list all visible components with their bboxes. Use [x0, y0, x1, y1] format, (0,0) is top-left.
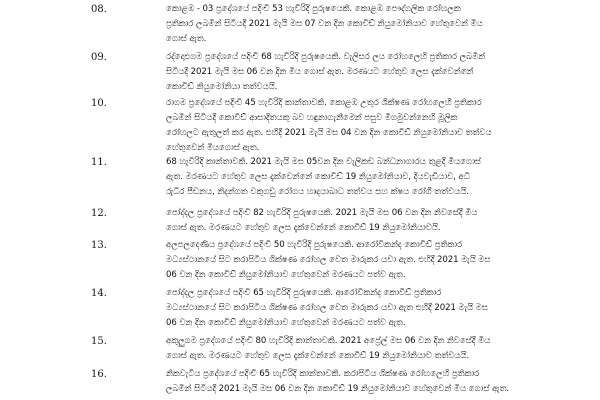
item-text	[166, 155, 568, 200]
text-line: ලබමින් සිටියදී 2021 මැයි මස 06 වන දින කොවිඩ් 19 නියුමෝනියාව හේතුවෙන් මිය ගොස් ඇත.	[166, 384, 509, 394]
item-number: 16.	[91, 369, 107, 380]
text-line: රාගම ප්‍රදේශයේ පදිංචි 45 හැවිරිදි කාන්තාවකි. කොළඹ උතුර ශික්ෂණ රෝහලෙහි ප්‍රතිකාර	[166, 98, 482, 108]
text-line: සිටියදී 2021 මැයි මස 06 වන දින මිය ගොස් ඇත. මරණයට හේතුව ලෙස දැක්වෙන්නේ	[166, 67, 474, 77]
item-text	[166, 2, 568, 47]
text-line: ප්‍රතිකාර ලබමින් සිටියදී 2021 මැයි මස 07 වන දින කොවිඩ් නියුමෝනියාව හේතුවෙන් මිය	[166, 19, 483, 29]
text-line: පෝද්දල ප්‍රදේශයේ පදිංචි 65 හැවිරිදි පුරුෂයෙකි. ආරෝවිකන්ද කොවිඩ් ප්‍රතිකාර	[166, 288, 442, 298]
item-number: 09.	[91, 52, 107, 63]
text-line: ගොස් ඇත.	[166, 34, 207, 44]
text-line: හේතුවෙන් මියගොස් ඇත.	[166, 143, 260, 153]
text-line: මධ්‍යස්ථානයේ සිට කරාපිටිය ශික්ෂණ රෝහල වෙත මාරුකර යවා ඇත. එහිදී 2021 මැයි මස	[166, 255, 491, 265]
item-number: 14.	[91, 288, 107, 299]
text-line: ලබමින් සිටියදී කොවිඩ් ආසාදිතයකු බව හඳුනාගැනීමෙන් පසුව මීගමුවන්නෙහි මූලික	[166, 113, 458, 123]
text-line: අකුලුගම ප්‍රදේශයේ පදිංචි 80 හැවිරිදි කාන්තාවකි. 2021 අප්‍රේල් මස 06 වන දින නිවසේදී මිය	[166, 336, 491, 346]
item-number: 11.	[91, 157, 107, 168]
text-line: කොළඹ - 03 ප්‍රදේශයේ පදිංචි 53 හැවිරිදි පුරුෂයෙකි. කොළඹ පෞද්ගලික රෝහලක	[166, 4, 461, 14]
text-line: ගොස් ඇත. මරණයට හේතුව ලෙස දැක්වෙන්නේ කොවිඩ් 19 නියුමෝනියාවයි.	[166, 223, 441, 233]
text-line: 06 වන දින කොවිඩ් නියුමෝනියාව හේතුවෙන් මරණයට පත්ව ඇත.	[166, 318, 406, 328]
text-line: ඇත. මරණයට හේතුව ලෙස දැක්වෙන්නේ කොවිඩ් 19 නියුමෝනියාව, දියවැඩියාව, අධි	[166, 172, 470, 182]
text-line: අලපලදෙණිය ප්‍රදේශයේ පදිංචි 50 හැවිරිදි පුරුෂයෙකි. ආරෝවිකන්ද කොවිඩ් ප්‍රතිකාර	[166, 240, 463, 250]
text-line: ගොස් ඇත. මරණයට හේතුව ලෙස දැක්වෙන්නේ කොවිඩ් 19 නියුමෝනියාව තත්වයයි.	[166, 351, 470, 361]
item-number: 15.	[91, 336, 107, 347]
item-text	[166, 334, 568, 364]
item-text	[166, 96, 568, 156]
text-line: රද්දොළුගම ප්‍රදේශයේ පදිංචි 68 හැවිරිදි පුරුෂයෙකි. වැලිසර ලය රෝහලෙහි ප්‍රතිකාර ලබමින්	[166, 52, 486, 62]
text-line: 06 වන දින කොවිඩ් නියුමෝනියාව හේතුවෙන් මරණයට පත්ව ඇත.	[166, 270, 406, 280]
item-number: 08.	[91, 4, 107, 15]
text-line: රෝහලට ඇතුලත් කර ඇත. එහිදී 2021 මැයි මස 04 වන දින කොවිඩ් නියුමෝනියාව තත්වය	[166, 128, 492, 138]
text-line: නිකවැටිය ප්‍රදේශයේ පදිංචි 65 හැවිරිදි කාන්තාවකි. කරාපිටිය ශික්ෂණ රෝහලෙහි ප්‍රතිකාර	[166, 369, 480, 379]
text-line: පෝද්දල ප්‍රදේශයේ පදිංචි 82 හැවිරිදි පුරුෂයෙකි. 2021 මැයි මස 06 වන දින නිවසේදී මිය	[166, 208, 478, 218]
item-text	[166, 50, 568, 95]
item-text	[166, 286, 568, 331]
text-line: රුධිර පීඩනය, නිදන්ගත වකුගඩු රෝගය හෘදයාබාධ තත්වය සහ ක්ෂය රෝගී තත්වයයි.	[166, 187, 469, 197]
text-line: කොවිඩ් නියුමෝනියා තත්වයයි.	[166, 82, 278, 92]
item-number: 10.	[91, 98, 107, 109]
item-text	[166, 238, 568, 283]
item-text	[166, 367, 568, 397]
item-number: 13.	[91, 240, 107, 251]
text-line: 68 හැවිරිදි කාන්තාවකි. 2021 මැයි මස 05වන දින වැලිකඩ බන්ධනාගාරය තුළදී මියගොස්	[166, 157, 482, 167]
item-number: 12.	[91, 208, 107, 219]
text-line: මධ්‍යස්ථානයේ සිට කරාපිටිය ශික්ෂණ රෝහල වෙත මාරුකර යවා ඇත එහිදී 2021 මැයි මස	[166, 303, 488, 313]
item-text	[166, 206, 568, 236]
